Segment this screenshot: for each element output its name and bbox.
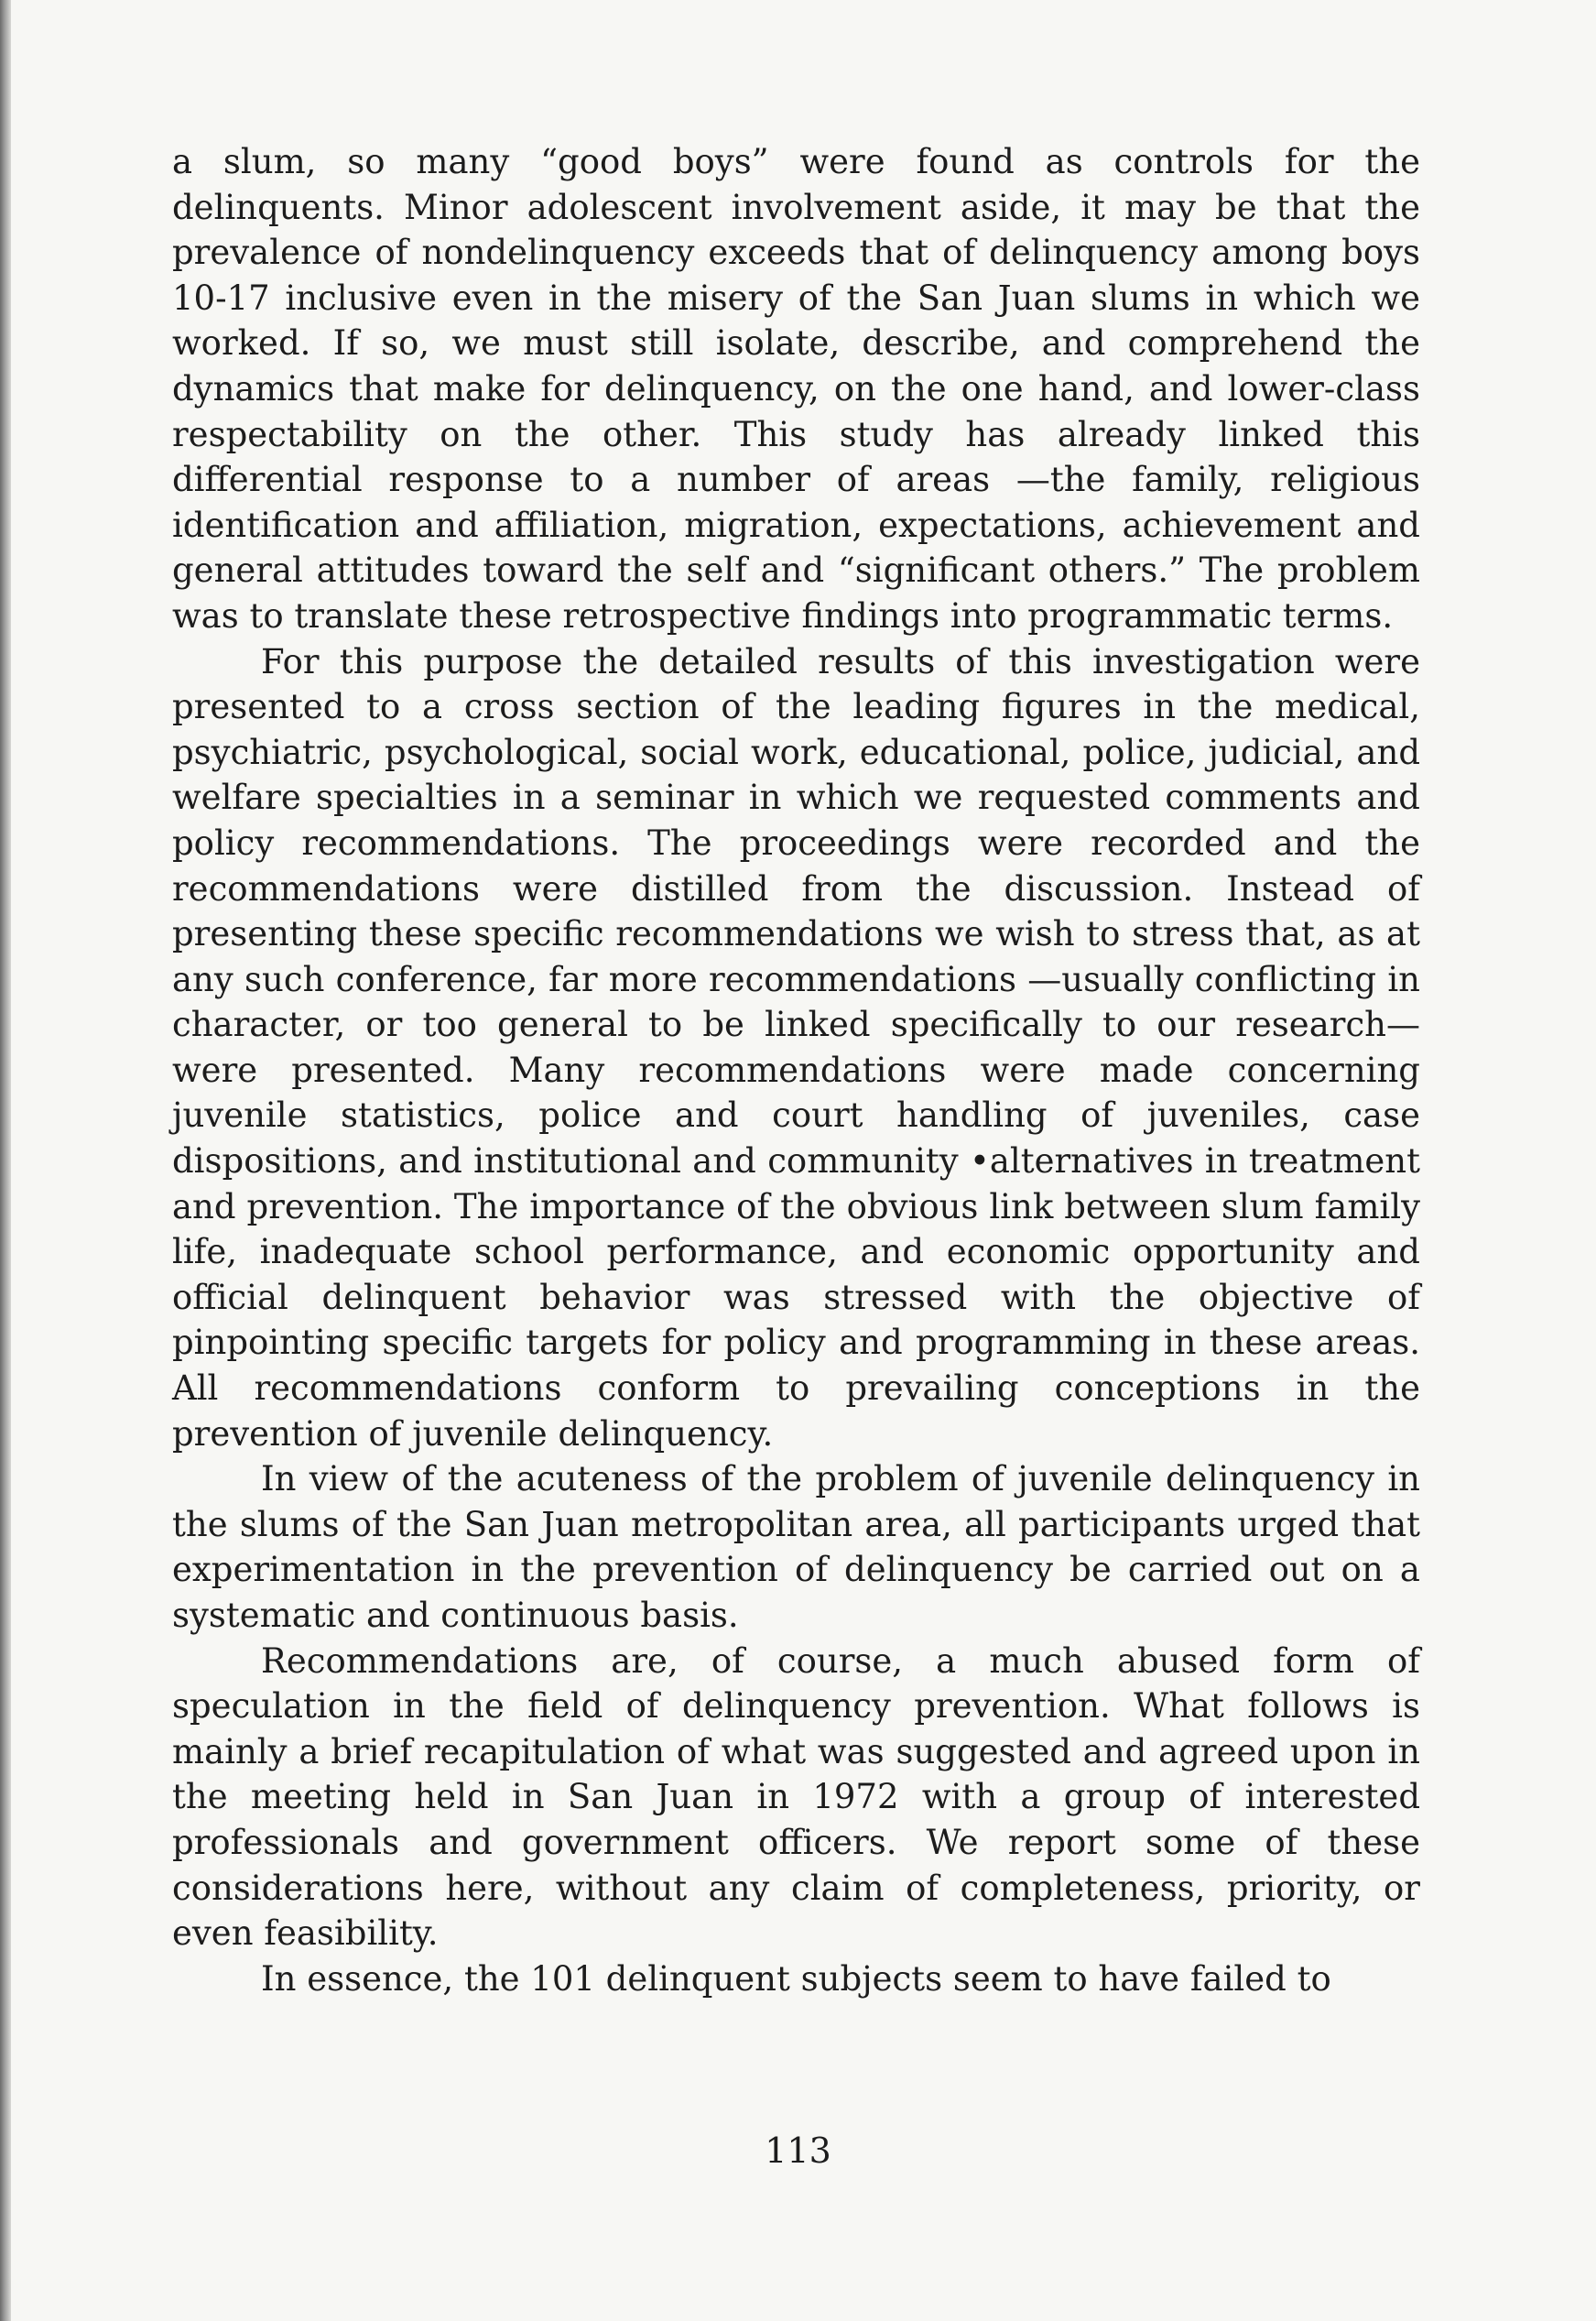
paragraph-experimentation: In view of the acuteness of the problem of juvenile delinquency in the slums of the San Juan metropolitan area, all participants urged that experimentation in the prevention of delinquency be carried out on a systematic and continuous basis. bbox=[172, 1459, 1420, 1635]
page-binding-edge bbox=[0, 0, 11, 2321]
body-text bbox=[172, 139, 1420, 2001]
paragraph-seminar: For this purpose the detailed results of this investigation were presented to a cross section of the leading figures in the medical, psychiatric, psychological, social work, educational, police, judicial, and welfare specialties in a seminar in which we requested comments and policy recommendations. The proceedings were recorded and the recommendations were distilled from the discussion. Instead of presenting these specific recommendations we wish to stress that, as at any such conference, far more recommendations —usually conflicting in character, or too general to be linked specifically to our research— were presented. Many recommendations were made concerning juvenile statistics, police and court handling of juveniles, case dispositions, and institutional and community •alternatives in treatment and prevention. The importance of the obvious link between slum family life, inadequate school performance, and economic opportunity and official delinquent behavior was stressed with the objective of pinpointing specific targets for policy and programming in these areas. All recommendations conform to prevailing conceptions in the prevention of juvenile delinquency. bbox=[172, 641, 1420, 1454]
page-number: 113 bbox=[765, 2130, 831, 2171]
paragraph-continuation: a slum, so many “good boys” were found as controls for the delinquents. Minor adolescent involvement aside, it may be that the prevalence of nondelinquency exceeds that of delinquency among boys 10-17 inclusive even in the misery of the San Juan slums in which we worked. If so, we must still isolate, describe, and comprehend the dynamics that make for delinquency, on the one hand, and lower-class respectability on the other. This study has already linked this differential response to a number of areas —the family, religious identification and affiliation, migration, expectations, achievement and general attitudes toward the self and “significant others.” The problem was to translate these retrospective findings into programmatic terms. bbox=[172, 142, 1420, 636]
paragraph-essence: In essence, the 101 delinquent subjects seem to have failed to bbox=[261, 1958, 1331, 1999]
paragraph-recommendations: Recommendations are, of course, a much abused form of speculation in the field of delinquency prevention. What follows is mainly a brief recapitulation of what was suggested and agreed upon in the meeting held in San Juan in 1972 with a group of interested professionals and government officers. We report some of these considerations here, without any claim of completeness, priority, or even feasibility. bbox=[172, 1640, 1420, 1954]
